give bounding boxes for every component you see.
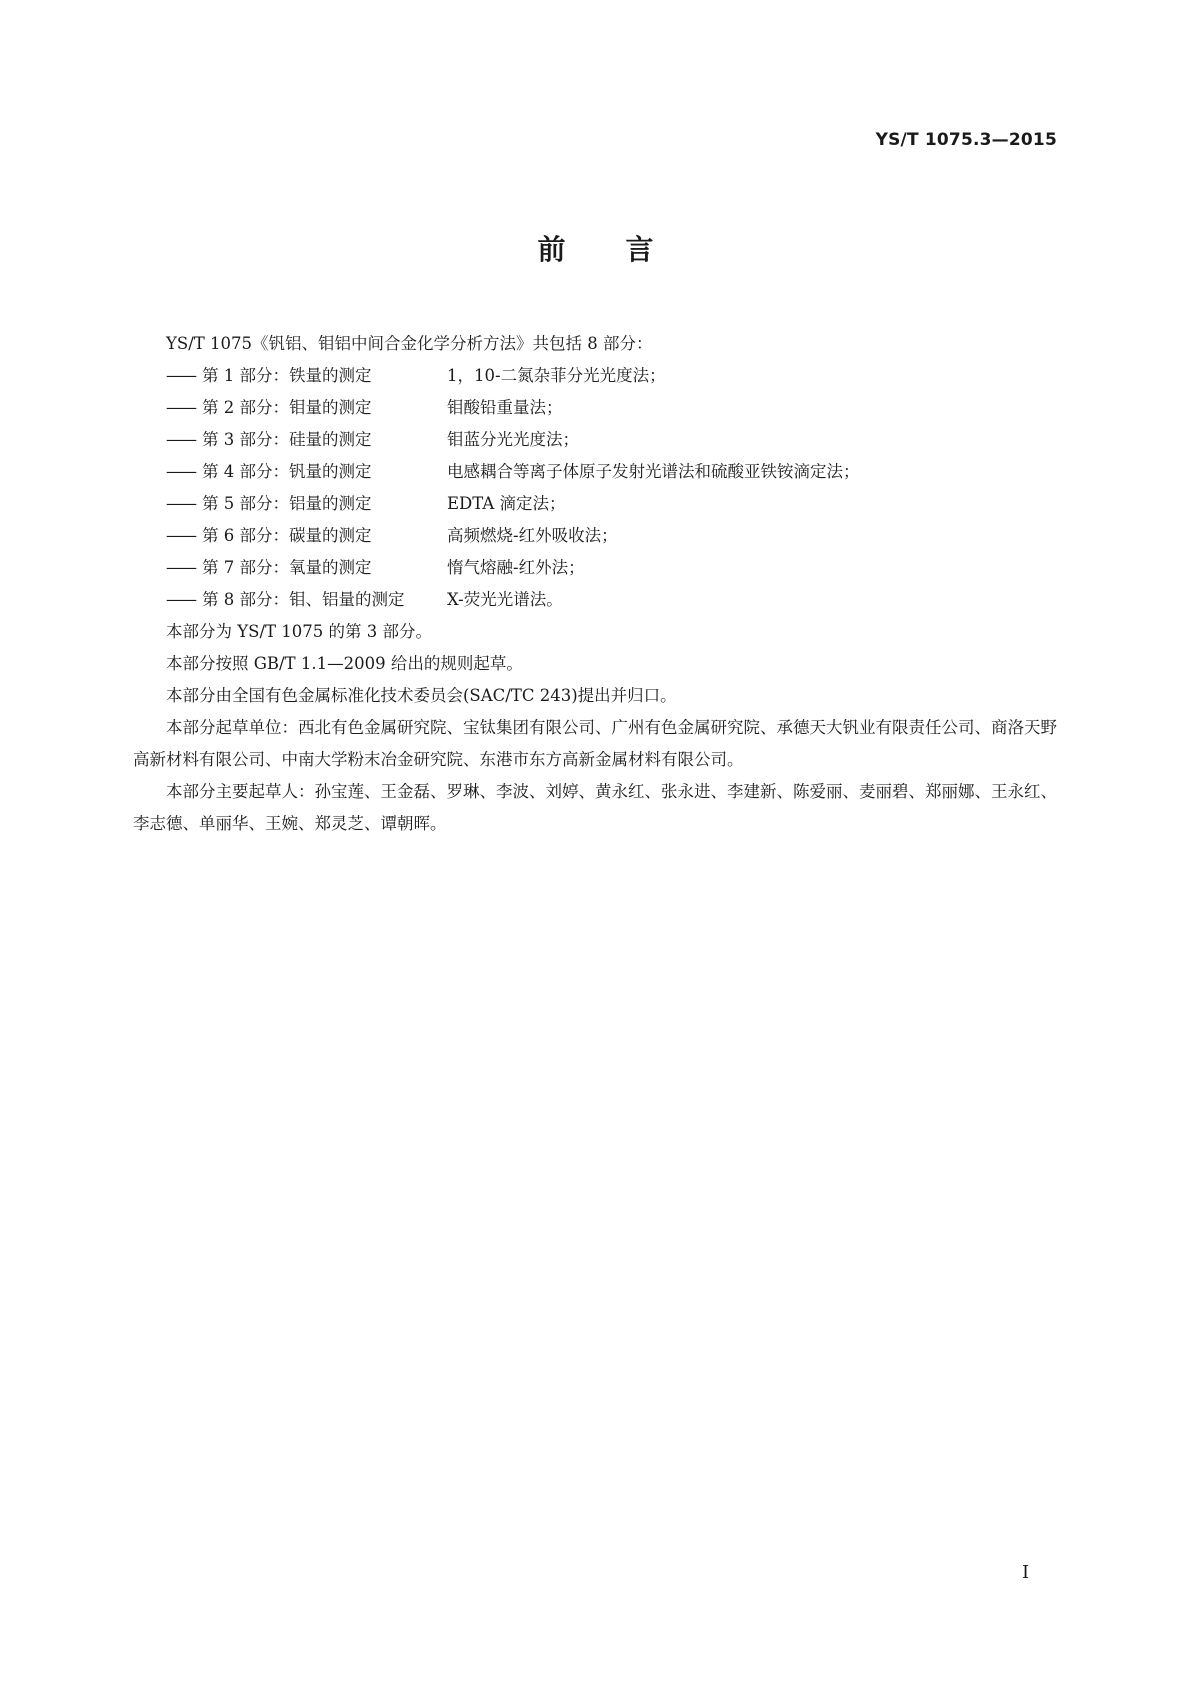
- part-statement: 本部分为 YS/T 1075 的第 3 部分。: [166, 622, 432, 641]
- list-dash: ——: [166, 526, 195, 545]
- list-item: [133, 456, 1063, 488]
- part-method: 惰气熔融-红外法；: [447, 558, 585, 577]
- list-dash: ——: [166, 558, 195, 577]
- part-label: 第 7 部分：氧量的测定: [202, 558, 372, 577]
- part-label: 第 2 部分：钼量的测定: [202, 398, 372, 417]
- part-method: 钼酸铅重量法；: [447, 398, 563, 417]
- drafting-rules: 本部分按照 GB/T 1.1—2009 给出的规则起草。: [166, 654, 523, 673]
- page-title: 前言: [537, 233, 714, 266]
- part-label: 第 8 部分：钼、铝量的测定: [202, 590, 405, 609]
- part-method: 电感耦合等离子体原子发射光谱法和硫酸亚铁铵滴定法；: [447, 462, 860, 481]
- list-dash: ——: [166, 430, 195, 449]
- page-number: I: [1022, 1562, 1030, 1583]
- list-dash: ——: [166, 462, 195, 481]
- list-item: [133, 584, 1063, 616]
- standard-code: YS/T 1075.3—2015: [875, 130, 1057, 150]
- part-label: 第 4 部分：钒量的测定: [202, 462, 372, 481]
- main-drafters: 本部分主要起草人：孙宝莲、王金磊、罗琳、李波、刘婷、黄永红、张永进、李建新、陈爱丽、麦丽碧、郑丽娜、王永红、李志德、单丽华、王婉、郑灵芝、谭朝晖。: [133, 782, 1057, 833]
- list-dash: ——: [166, 494, 195, 513]
- list-item: [133, 552, 1063, 584]
- part-label: 第 5 部分：铝量的测定: [202, 494, 372, 513]
- list-dash: ——: [166, 590, 195, 609]
- part-method: X-荧光光谱法。: [447, 590, 563, 609]
- intro-paragraph: YS/T 1075《钒铝、钼铝中间合金化学分析方法》共包括 8 部分：: [166, 334, 653, 353]
- proposing-committee: 本部分由全国有色金属标准化技术委员会(SAC/TC 243)提出并归口。: [166, 686, 677, 705]
- part-label: 第 3 部分：硅量的测定: [202, 430, 372, 449]
- part-method: 高频燃烧-红外吸收法；: [447, 526, 618, 545]
- part-method: EDTA 滴定法；: [447, 494, 566, 513]
- list-item: [133, 488, 1063, 520]
- list-dash: ——: [166, 398, 195, 417]
- list-item: [133, 392, 1063, 424]
- drafting-organizations: 本部分起草单位：西北有色金属研究院、宝钛集团有限公司、广州有色金属研究院、承德天大钒业有限责任公司、商洛天野高新材料有限公司、中南大学粉末冶金研究院、东港市东方高新金属材料有限公司。: [133, 718, 1057, 769]
- list-item: [133, 424, 1063, 456]
- list-item: [133, 360, 1063, 392]
- list-dash: ——: [166, 366, 195, 385]
- part-method: 钼蓝分光光度法；: [447, 430, 579, 449]
- part-label: 第 1 部分：铁量的测定: [202, 366, 372, 385]
- list-item: [133, 520, 1063, 552]
- part-method: 1，10-二氮杂菲分光光度法；: [447, 366, 666, 385]
- foreword-body: [133, 328, 1063, 840]
- part-label: 第 6 部分：碳量的测定: [202, 526, 372, 545]
